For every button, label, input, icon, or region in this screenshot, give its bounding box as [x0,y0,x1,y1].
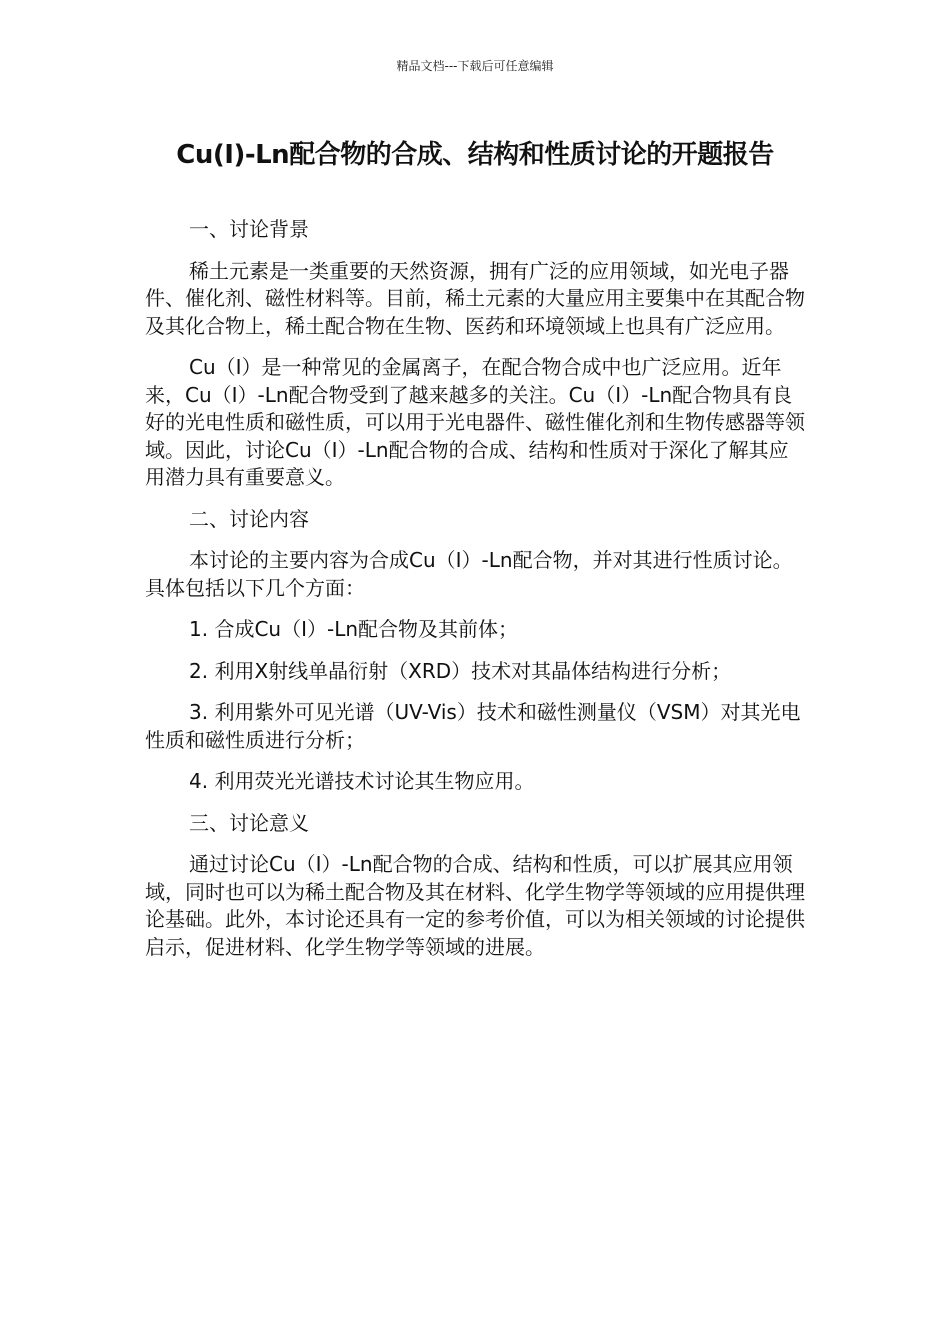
paragraph-significance: 通过讨论Cu（Ⅰ）-Ln配合物的合成、结构和性质，可以扩展其应用领域，同时也可以为稀土配合物及其在材料、化学生物学等领域的应用提供理论基础。此外，本讨论还具有一定的参考价值，可以为相关领域的讨论提供启示，促进材料、化学生物学等领域的进展。 [145,852,805,959]
list-item-xrd: 2. 利用X射线单晶衍射（XRD）技术对其晶体结构进行分析； [189,658,732,683]
paragraph-rare-earth: 稀土元素是一类重要的天然资源，拥有广泛的应用领域，如光电子器件、催化剂、磁性材料等。目前，稀土元素的大量应用主要集中在其配合物及其化合物上，稀土配合物在生物、医药和环境领域上也具有广泛应用。 [145,258,805,338]
paragraph-main-content: 本讨论的主要内容为合成Cu（Ⅰ）-Ln配合物，并对其进行性质讨论。具体包括以下几个方面： [145,548,793,600]
section-heading-content: 二、讨论内容 [189,506,309,531]
section-heading-background: 一、讨论背景 [189,217,309,241]
document-title: Cu(Ⅰ)-Ln配合物的合成、结构和性质讨论的开题报告 [176,140,774,170]
list-item-fluorescence: 4. 利用荧光光谱技术讨论其生物应用。 [189,769,535,793]
section-heading-significance: 三、讨论意义 [189,810,309,835]
list-item-synthesis: 1. 合成Cu（Ⅰ）-Ln配合物及其前体； [189,617,519,641]
page-header: 精品文档---下载后可任意编辑 [396,59,554,73]
list-item-uv-vis: 3. 利用紫外可见光谱（UV-Vis）技术和磁性测量仪（VSM）对其光电性质和磁性质进行分析； [145,700,801,752]
paragraph-cu-ln: Cu（Ⅰ）是一种常见的金属离子，在配合物合成中也广泛应用。近年来，Cu（Ⅰ）-Ln配合物受到了越来越多的关注。Cu（Ⅰ）-Ln配合物具有良好的光电性质和磁性质，可以用于光电器件、磁性催化剂和生物传感器等领域。因此，讨论Cu（Ⅰ）-Ln配合物的合成、结构和性质对于深化了解其应用潜力具有重要意义。 [145,355,805,489]
document-body [145,216,805,975]
